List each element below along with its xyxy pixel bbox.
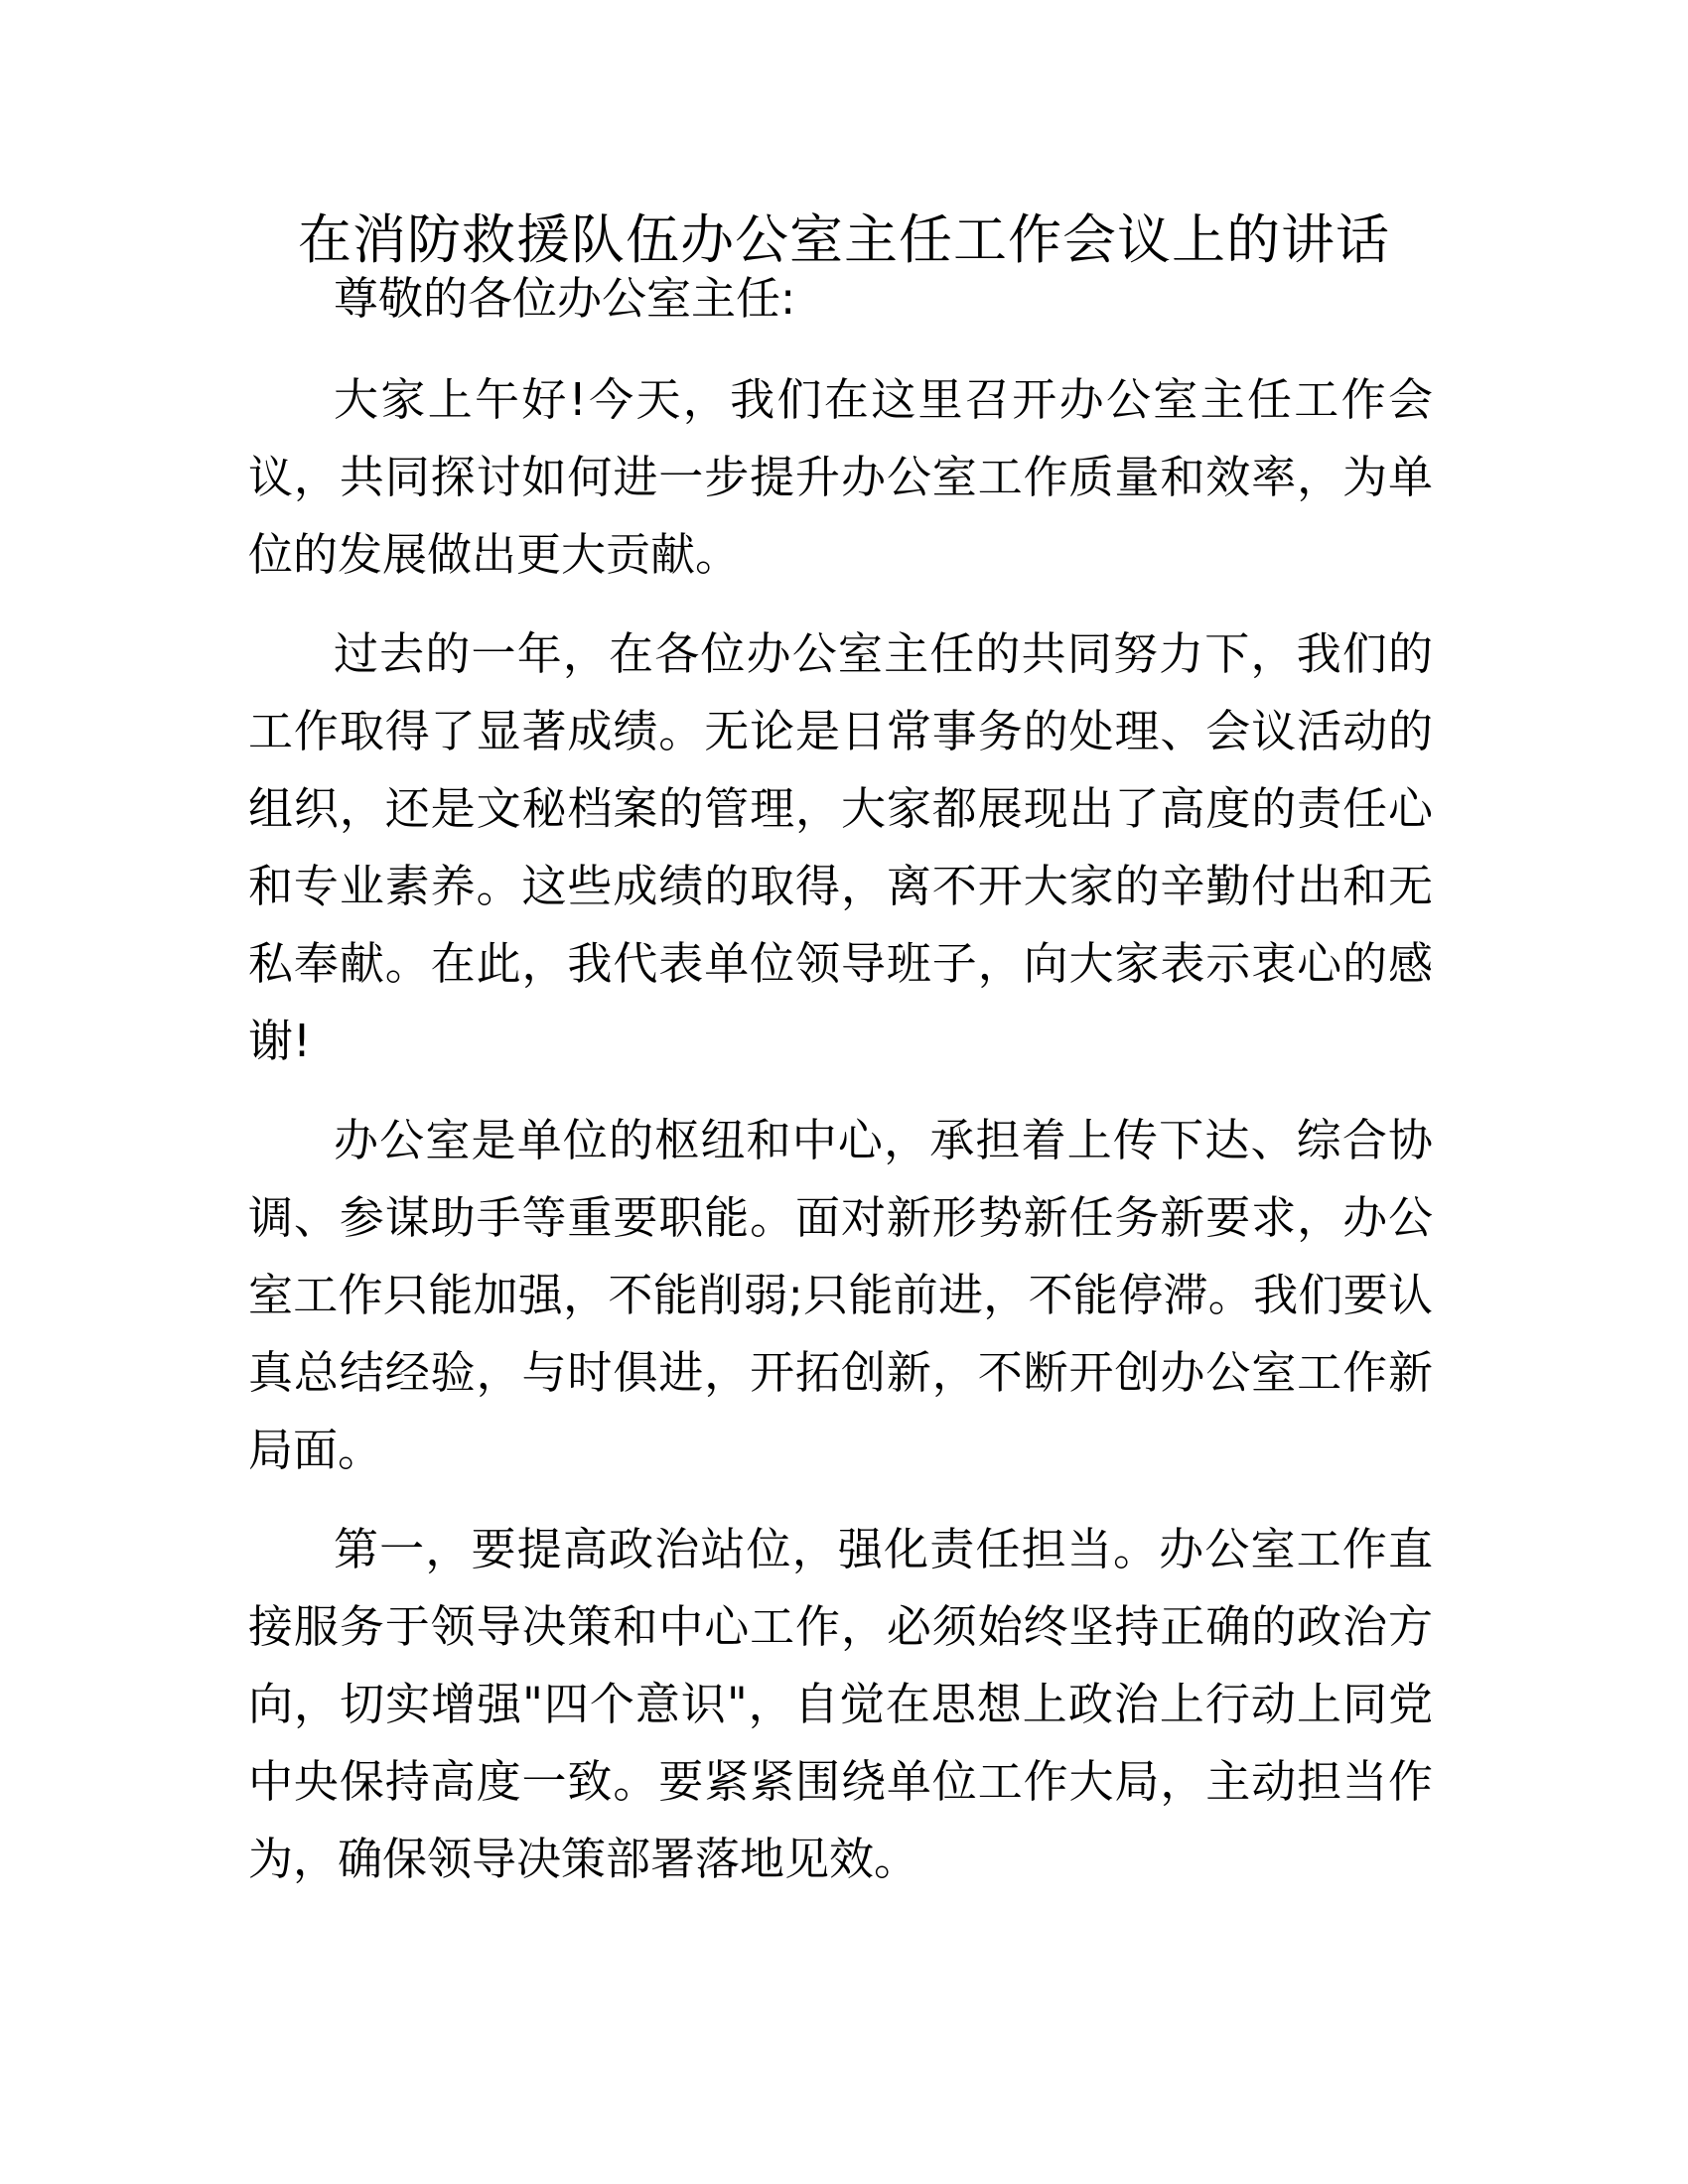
paragraph-opening: 大家上午好!今天，我们在这里召开办公室主任工作会议，共同探讨如何进一步提升办公室工作质量和效率，为单位的发展做出更大贡献。 [248, 373, 1433, 581]
document-title: 在消防救援队伍办公室主任工作会议上的讲话 [298, 208, 1390, 271]
paragraph-office-role: 办公室是单位的枢纽和中心，承担着上传下达、综合协调、参谋助手等重要职能。面对新形势新任务新要求，办公室工作只能加强，不能削弱;只能前进，不能停滞。我们要认真总结经验，与时俱进，开拓创新，不断开创办公室工作新局面。 [248, 1114, 1433, 1476]
document-body [248, 260, 1433, 1920]
paragraph-first-point: 第一，要提高政治站位，强化责任担当。办公室工作直接服务于领导决策和中心工作，必须始终坚持正确的政治方向，切实增强"四个意识"，自觉在思想上政治上行动上同党中央保持高度一致。要紧紧围绕单位工作大局，主动担当作为，确保领导决策部署落地见效。 [248, 1523, 1433, 1885]
salutation: 尊敬的各位办公室主任: [334, 272, 796, 325]
paragraph-achievements: 过去的一年，在各位办公室主任的共同努力下，我们的工作取得了显著成绩。无论是日常事务的处理、会议活动的组织，还是文秘档案的管理，大家都展现出了高度的责任心和专业素养。这些成绩的取得，离不开大家的辛勤付出和无私奉献。在此，我代表单位领导班子，向大家表示衷心的感谢! [248, 627, 1433, 1067]
